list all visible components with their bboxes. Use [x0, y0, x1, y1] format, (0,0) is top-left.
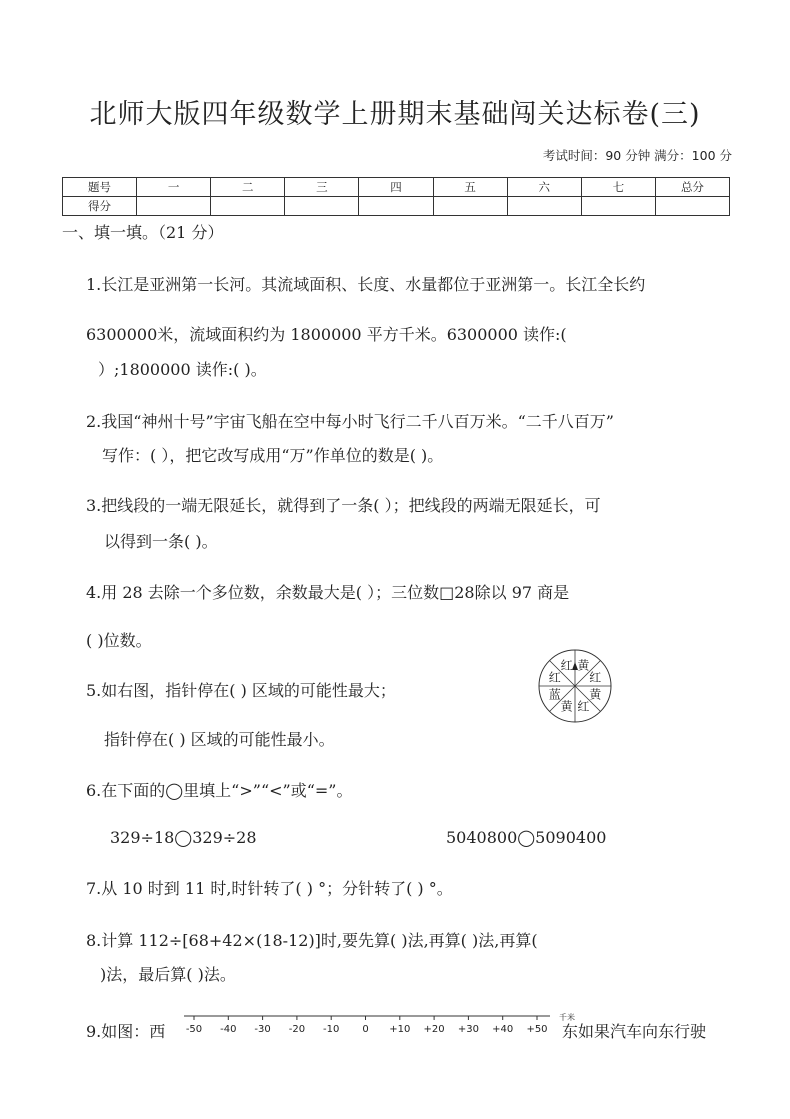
number-line-unit: 千米	[559, 1013, 575, 1022]
score-table-header: 一	[137, 178, 211, 197]
question-3-line-2: 以得到一条( )。	[104, 532, 218, 551]
wheel-sector-label: 黄	[589, 687, 602, 702]
question-4-line-1: 4.用 28 去除一个多位数，余数最大是( ）；三位数□28除以 97 商是	[86, 583, 570, 602]
question-4-line-2: ( )位数。	[86, 631, 152, 650]
number-line-tick-label: 0	[362, 1024, 369, 1035]
score-table-row-label: 得分	[63, 197, 137, 216]
wheel-sector-label: 黄	[577, 658, 590, 673]
question-5-line-2: 指针停在( ) 区域的可能性最小。	[104, 730, 335, 749]
question-1-line-3: ）;1800000 读作:( )。	[98, 360, 267, 379]
score-table-header: 总分	[655, 178, 729, 197]
question-2-line-1: 2.我国“神州十号”宇宙飞船在空中每小时飞行二千八百万米。“二千八百万”	[86, 412, 614, 431]
page-title: 北师大版四年级数学上册期末基础闯关达标卷(三)	[89, 99, 701, 130]
score-table-header: 三	[285, 178, 359, 197]
score-table-header: 四	[359, 178, 433, 197]
question-5-line-1: 5.如右图，指针停在( ) 区域的可能性最大；	[86, 681, 396, 700]
score-cell[interactable]	[655, 197, 729, 216]
number-line-tick-label: -40	[220, 1024, 237, 1035]
score-table-score-row	[63, 197, 730, 216]
score-table-header-row	[63, 178, 730, 197]
question-3-line-1: 3.把线段的一端无限延长，就得到了一条( ）；把线段的两端无限延长，可	[86, 496, 601, 515]
question-1-line-2: 6300000米，流域面积约为 1800000 平方千米。6300000 读作:(	[86, 325, 567, 344]
section-heading: 一、填一填。（21 分）	[62, 223, 224, 242]
question-1-line-1: 1.长江是亚洲第一长河。其流域面积、长度、水量都位于亚洲第一。长江全长约	[86, 275, 646, 294]
number-line	[180, 1010, 575, 1040]
wheel-sector-label: 红	[560, 658, 573, 673]
question-8-line-2: )法，最后算( )法。	[100, 965, 236, 984]
score-table-header: 六	[507, 178, 581, 197]
exam-meta: 考试时间：90 分钟 满分：100 分	[542, 148, 732, 163]
score-table	[62, 177, 730, 216]
score-cell[interactable]	[433, 197, 507, 216]
question-6-expr-1: 329÷18◯329÷28	[110, 828, 257, 847]
wheel-sector-label: 黄	[560, 699, 573, 714]
number-line-tick-label: -30	[254, 1024, 271, 1035]
score-table-header: 五	[433, 178, 507, 197]
score-cell[interactable]	[137, 197, 211, 216]
score-cell[interactable]	[359, 197, 433, 216]
score-table-header: 七	[581, 178, 655, 197]
number-line-tick-label: -10	[323, 1024, 340, 1035]
question-9-prefix: 9.如图：西	[86, 1022, 166, 1041]
score-table-header: 二	[211, 178, 285, 197]
number-line-tick-label: +10	[389, 1024, 411, 1035]
question-6-expr-2: 5040800◯5090400	[446, 828, 607, 847]
number-line-tick-label: +50	[526, 1024, 548, 1035]
score-cell[interactable]	[285, 197, 359, 216]
score-cell[interactable]	[507, 197, 581, 216]
number-line-tick-label: -20	[288, 1024, 306, 1035]
question-6-line-1: 6.在下面的◯里填上“>”“<”或“=”。	[86, 781, 353, 800]
question-8-line-1: 8.计算 112÷[68+42×(18-12)]时,要先算( )法,再算( )法,再算(	[86, 931, 538, 950]
score-cell[interactable]	[211, 197, 285, 216]
question-7: 7.从 10 时到 11 时,时针转了( ) °；分针转了( ) °。	[86, 879, 453, 898]
question-2-line-2: 写作：( ），把它改写成用“万”作单位的数是( )。	[102, 446, 444, 465]
wheel-sector-label: 红	[589, 670, 602, 685]
wheel-sector-label: 蓝	[548, 687, 561, 702]
number-line-tick-label: -50	[185, 1024, 203, 1035]
spinner-wheel	[537, 648, 613, 724]
wheel-sector-label: 红	[548, 670, 561, 685]
score-cell[interactable]	[581, 197, 655, 216]
number-line-tick-label: +30	[457, 1024, 479, 1035]
number-line-tick-label: +20	[423, 1024, 445, 1035]
wheel-sector-label: 红	[577, 699, 590, 714]
question-9-suffix: 东如果汽车向东行驶	[562, 1022, 707, 1041]
score-table-row-label: 题号	[63, 178, 137, 197]
number-line-tick-label: +40	[492, 1024, 514, 1035]
